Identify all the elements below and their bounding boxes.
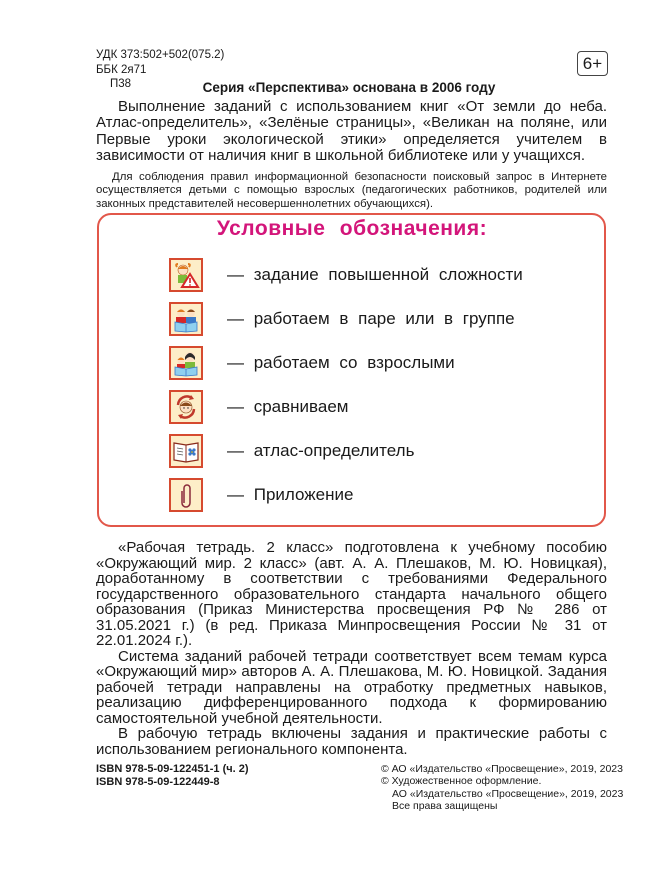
legend-label: — Приложение bbox=[227, 485, 354, 504]
body-paragraph: В рабочую тетрадь включены задания и практические работы с использованием регионального компонента. bbox=[96, 725, 607, 758]
copyright-line: © Художественное оформление. bbox=[381, 775, 542, 788]
pair-reading-icon bbox=[169, 302, 203, 336]
intro-text bbox=[96, 99, 607, 164]
age-rating-badge: 6+ bbox=[577, 51, 608, 76]
compare-cycle-icon bbox=[169, 390, 203, 424]
copyright-block bbox=[381, 763, 623, 812]
copyright-line: АО «Издательство «Просвещение», 2019, 2023 bbox=[392, 787, 624, 800]
isbn-line: ISBN 978-5-09-122451-1 (ч. 2) bbox=[96, 763, 249, 775]
author-mark: П38 bbox=[110, 78, 132, 90]
legend-item bbox=[169, 390, 349, 424]
isbn-block bbox=[96, 763, 249, 789]
legend-label: — задание повышенной сложности bbox=[227, 265, 523, 284]
legend-item bbox=[169, 258, 523, 292]
copyright-line: Все права защищены bbox=[392, 799, 498, 812]
copyright-line: © АО «Издательство «Просвещение», 2019, 2023 bbox=[381, 763, 623, 775]
paperclip-icon bbox=[169, 478, 203, 512]
adult-child-reading-icon bbox=[169, 346, 203, 380]
legend-label: — сравниваем bbox=[227, 397, 349, 416]
intro-paragraph: Выполнение заданий с использованием книг «От земли до неба. Атлас-определитель», «Зелёные страницы», «Великан на поляне, или Первые уроки экологической этики» определяется учителем в зависимости от наличия книг в школьной библиотеке или у учащихся. bbox=[96, 98, 607, 164]
safety-paragraph: Для соблюдения правил информационной безопасности поисковый запрос в Интернете осуществляется детьми с помощью взрослых (педагогических работников, родителей или законных представителей несовершеннолетних обучающихся). bbox=[96, 171, 607, 210]
legend-label: — работаем в паре или в группе bbox=[227, 309, 515, 328]
atlas-book-icon bbox=[169, 434, 203, 468]
series-line: Серия «Перспектива» основана в 2006 году bbox=[202, 80, 496, 95]
body-paragraph: Система заданий рабочей тетради соответствует всем темам курса «Окружающий мир» авторов А. А. Плешакова, М. Ю. Новицкой. Задания рабочей тетради направлены на отработку предметных навыков, реализацию дифференцированного подхода к формированию самостоятельной учебной деятельности. bbox=[96, 647, 607, 727]
bbk-code: ББК 2я71 bbox=[96, 64, 147, 76]
legend-item bbox=[169, 302, 515, 336]
body-paragraph: «Рабочая тетрадь. 2 класс» подготовлена к учебному пособию «Окружающий мир. 2 класс» (авт. А. А. Плешаков, М. Ю. Новицкая), доработанному в соответствии с требованиями Федерального государственного образовательного стандарта начального общего образования (Приказ Министерства просвещения РФ № 286 от 31.05.2021 г.) (в ред. Приказа Минпросвещения России № 31 от 22.01.2024 г.). bbox=[96, 539, 607, 649]
legend-item bbox=[169, 434, 414, 468]
girl-warning-icon bbox=[169, 258, 203, 292]
body-text bbox=[96, 540, 607, 757]
legend-item bbox=[169, 346, 455, 380]
legend-label: — атлас-определитель bbox=[227, 441, 415, 460]
legend-label: — работаем со взрослыми bbox=[227, 353, 455, 372]
isbn-line: ISBN 978-5-09-122449-8 bbox=[96, 776, 220, 788]
catalog-codes bbox=[96, 48, 224, 78]
udk-code: УДК 373:502+502(075.2) bbox=[96, 49, 225, 61]
legend-title: Условные обозначения: bbox=[216, 217, 488, 240]
legend-item bbox=[169, 478, 353, 512]
safety-notice bbox=[96, 171, 607, 211]
